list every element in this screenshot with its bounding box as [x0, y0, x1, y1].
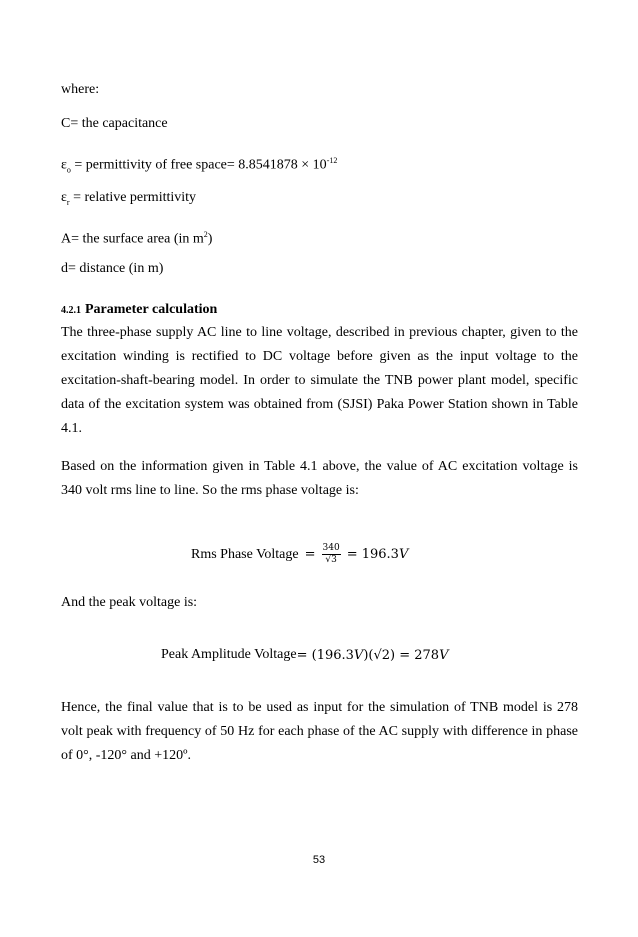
- epsilon-r-symbol: ε: [61, 190, 67, 205]
- rms-denominator: √3: [325, 555, 337, 565]
- paragraph-4-text: Hence, the final value that is to be used as input for the simulation of TNB model is 278 volt peak with frequency of 50 Hz for each phase of the AC supply with difference in phase of 0°, -120° and +120º.: [61, 700, 578, 763]
- permittivity-free-space-definition: [61, 153, 337, 178]
- peak-equation: [161, 647, 448, 663]
- distance-definition: d= distance (in m): [61, 261, 164, 276]
- section-heading: [61, 300, 217, 318]
- paragraph-peak-intro: [61, 591, 578, 615]
- peak-unit-1: V: [353, 647, 364, 663]
- peak-middle: )(√2) = 278: [363, 647, 440, 663]
- section-title: Parameter calculation: [85, 302, 218, 317]
- area-definition: [61, 227, 212, 248]
- section-number: 4.2.1: [61, 305, 81, 316]
- area-close: ): [207, 231, 213, 247]
- relative-permittivity-definition: [61, 190, 196, 211]
- rms-numerator: 340: [322, 543, 340, 553]
- rms-equation: [191, 543, 408, 566]
- epsilon-subscript: o: [66, 165, 71, 175]
- paragraph-ac-excitation: [61, 455, 578, 503]
- where-label: where:: [61, 82, 100, 97]
- area-text: A= the surface area (in m: [61, 231, 204, 247]
- relative-permittivity-text: = relative permittivity: [69, 190, 197, 205]
- paragraph-1-text: The three-phase supply AC line to line voltage, described in previous chapter, given to the excitation winding is rectified to DC voltage before given as the input voltage to the excitation-shaft-bearing model. In order to simulate the TNB power plant model, specific data of the excitation system was obtained from (SJSI) Paka Power Station shown in Table 4.1.: [61, 325, 578, 436]
- rms-fraction: [322, 543, 341, 566]
- capacitance-definition: C= the capacitance: [61, 116, 168, 131]
- peak-unit-2: V: [439, 647, 449, 663]
- page-number: 53: [312, 854, 326, 866]
- epsilon-symbol: ε: [61, 157, 67, 173]
- peak-expression: = (196.3: [296, 647, 354, 663]
- paragraph-3-text: And the peak voltage is:: [61, 595, 198, 610]
- permittivity-exponent: -12: [326, 156, 338, 165]
- permittivity-text: = permittivity of free space= 8.8541878 × 10: [70, 157, 327, 173]
- paragraph-2-text: Based on the information given in Table 4.1 above, the value of AC excitation voltage is 340 volt rms line to line. So the rms phase voltage is:: [61, 459, 578, 498]
- rms-label: Rms Phase Voltage: [191, 546, 299, 562]
- rms-unit: V: [398, 547, 409, 562]
- rms-result: = 196.3: [346, 547, 399, 562]
- peak-label: Peak Amplitude Voltage: [161, 647, 297, 662]
- epsilon-r-subscript: r: [66, 197, 70, 207]
- paragraph-excitation-supply: [61, 321, 578, 441]
- paragraph-final-value: [61, 696, 578, 768]
- area-exponent: 2: [203, 230, 208, 239]
- rms-equals: =: [304, 547, 316, 562]
